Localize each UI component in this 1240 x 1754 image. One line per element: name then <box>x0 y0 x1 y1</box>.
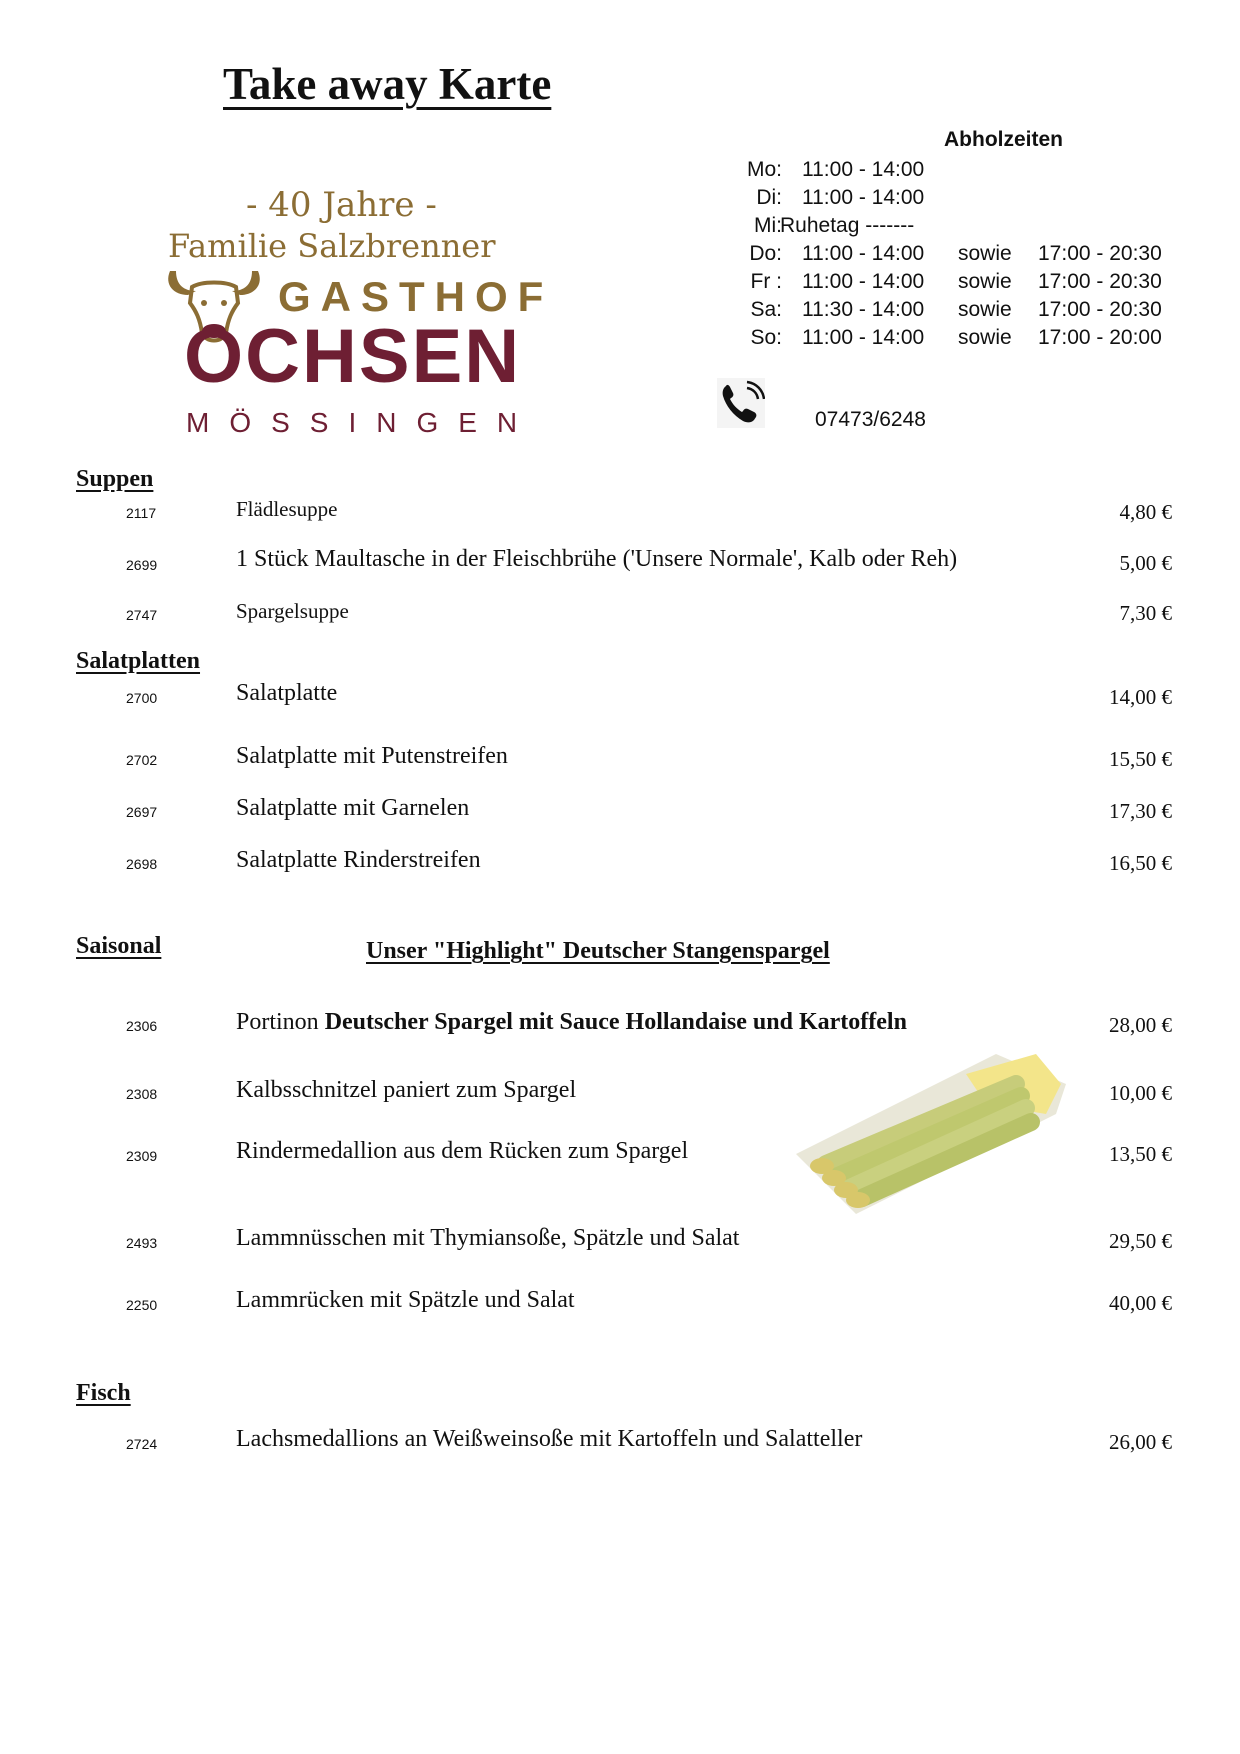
hours-day: Do: <box>749 242 782 265</box>
item-code: 2702 <box>126 752 158 768</box>
hours-time: 11:00 - 14:00 <box>802 186 925 209</box>
item-name: Flädlesuppe <box>236 497 338 521</box>
hours-day: Mi: <box>754 214 782 237</box>
hours-day: Fr : <box>750 270 782 293</box>
hours-time: Ruhetag ------- <box>780 214 915 237</box>
hours-time: 11:00 - 14:00 <box>802 242 925 265</box>
item-code: 2699 <box>126 557 158 573</box>
category-fisch: Fisch <box>76 1380 131 1406</box>
logo-gasthof: GASTHOF <box>278 273 554 320</box>
item-name: Lammnüsschen mit Thymiansoße, Spätzle und Salat <box>236 1225 740 1251</box>
item-code: 2698 <box>126 856 158 872</box>
phone-number[interactable]: 07473/6248 <box>815 408 926 431</box>
hours-day: So: <box>750 326 782 349</box>
hours-time: 11:30 - 14:00 <box>802 298 925 321</box>
seasonal-highlight-heading: Unser "Highlight" Deutscher Stangenspargel <box>366 938 830 964</box>
item-name: Salatplatte mit Garnelen <box>236 795 470 821</box>
item-price: 14,00 € <box>1109 685 1172 709</box>
item-name: Lammrücken mit Spätzle und Salat <box>236 1287 575 1313</box>
item-code: 2747 <box>126 607 158 623</box>
item-code: 2308 <box>126 1086 158 1102</box>
item-code: 2309 <box>126 1148 158 1164</box>
hours-evening: 17:00 - 20:30 <box>1038 270 1162 293</box>
hours-sowie: sowie <box>958 270 1012 293</box>
item-name: Salatplatte Rinderstreifen <box>236 847 481 873</box>
asparagus-photo <box>786 1044 1066 1214</box>
logo-anniversary: - 40 Jahre - <box>246 185 437 225</box>
item-name: Rindermedallion aus dem Rücken zum Spargel <box>236 1138 689 1164</box>
item-name: 1 Stück Maultasche in der Fleischbrühe ('Unsere Normale', Kalb oder Reh) <box>236 546 958 572</box>
page-title: Take away Karte <box>223 59 552 109</box>
hours-evening: 17:00 - 20:00 <box>1038 326 1162 349</box>
item-name: Kalbsschnitzel paniert zum Spargel <box>236 1077 577 1103</box>
logo-town: MÖSSINGEN <box>186 407 538 438</box>
item-name: Salatplatte mit Putenstreifen <box>236 743 508 769</box>
item-price: 13,50 € <box>1109 1142 1172 1166</box>
item-code: 2724 <box>126 1436 158 1452</box>
category-suppen: Suppen <box>76 466 154 492</box>
hours-day: Mo: <box>746 158 782 181</box>
item-name <box>236 1009 907 1036</box>
hours-day: Di: <box>756 186 782 209</box>
item-code: 2697 <box>126 804 158 820</box>
hours-evening: 17:00 - 20:30 <box>1038 242 1162 265</box>
item-code: 2700 <box>126 690 158 706</box>
item-code: 2250 <box>126 1297 158 1313</box>
category-salatplatten: Salatplatten <box>76 648 201 674</box>
item-price: 7,30 € <box>1119 601 1172 625</box>
item-name: Lachsmedallions an Weißweinsoße mit Kartoffeln und Salatteller <box>236 1426 863 1452</box>
hours-time: 11:00 - 14:00 <box>802 158 925 181</box>
item-price: 10,00 € <box>1109 1081 1172 1105</box>
restaurant-logo <box>162 185 554 438</box>
item-code: 2493 <box>126 1235 158 1251</box>
item-code: 2306 <box>126 1018 158 1034</box>
hours-day: Sa: <box>750 298 782 321</box>
item-price: 16,50 € <box>1109 851 1172 875</box>
item-name: Spargelsuppe <box>236 599 349 623</box>
item-price: 40,00 € <box>1109 1291 1172 1315</box>
item-price: 29,50 € <box>1109 1229 1172 1253</box>
item-name-prefix: Portinon <box>236 1009 325 1035</box>
hours-sowie: sowie <box>958 326 1012 349</box>
item-price: 28,00 € <box>1109 1013 1172 1037</box>
logo-ochsen: OCHSEN <box>184 314 522 399</box>
logo-family: Familie Salzbrenner <box>168 227 496 265</box>
item-price: 15,50 € <box>1109 747 1172 771</box>
item-price: 4,80 € <box>1119 500 1172 524</box>
category-saisonal: Saisonal <box>76 933 162 959</box>
item-code: 2117 <box>126 505 157 521</box>
item-price: 26,00 € <box>1109 1430 1172 1454</box>
hours-sowie: sowie <box>958 298 1012 321</box>
item-price: 17,30 € <box>1109 799 1172 823</box>
hours-time: 11:00 - 14:00 <box>802 326 925 349</box>
phone-icon <box>717 378 765 428</box>
hours-time: 11:00 - 14:00 <box>802 270 925 293</box>
hours-sowie: sowie <box>958 242 1012 265</box>
hours-evening: 17:00 - 20:30 <box>1038 298 1162 321</box>
item-name: Salatplatte <box>236 680 338 706</box>
item-price: 5,00 € <box>1119 551 1172 575</box>
item-name-bold: Deutscher Spargel mit Sauce Hollandaise und Kartoffeln <box>324 1009 907 1035</box>
pickup-times-title: Abholzeiten <box>944 128 1063 151</box>
